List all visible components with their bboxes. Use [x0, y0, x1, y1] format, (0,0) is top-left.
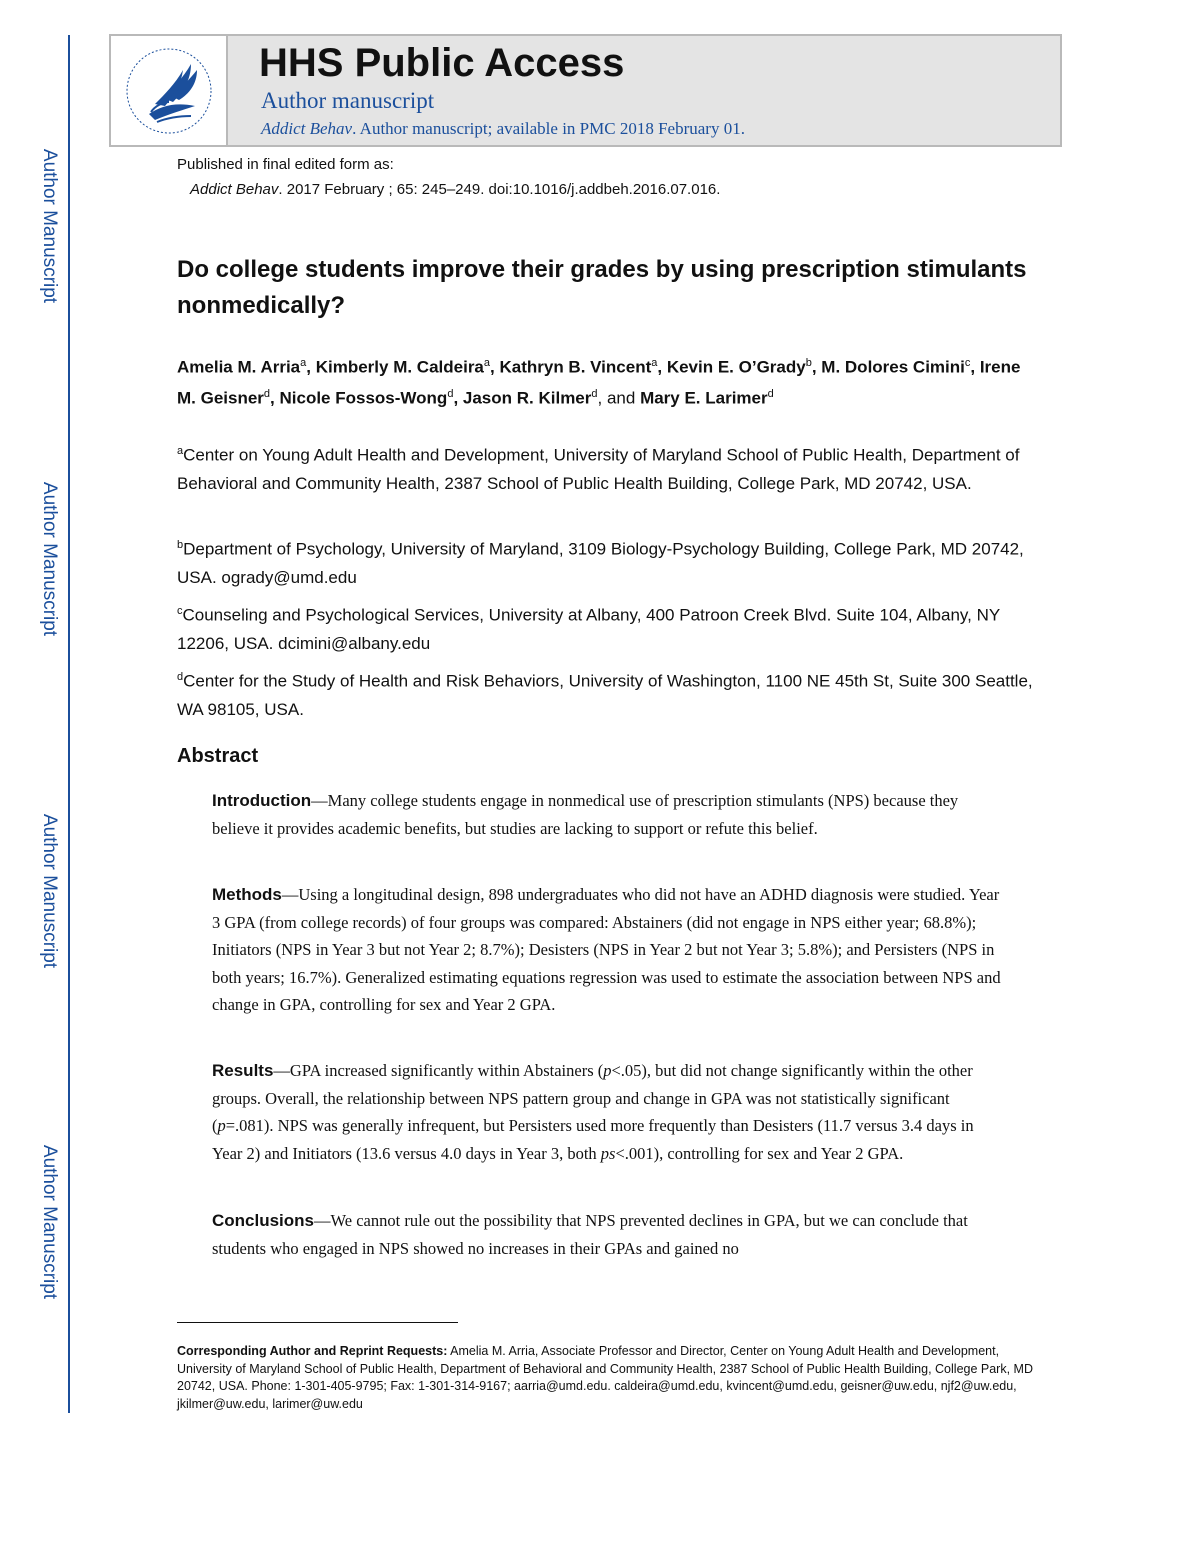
hhs-header: [109, 34, 1062, 147]
author-name: Kevin E. O’Grady: [666, 357, 806, 377]
published-label: Published in final edited form as:: [177, 156, 394, 173]
abstract-conclusions: [212, 1207, 1002, 1262]
author-separator: ,: [270, 388, 280, 408]
introduction-text: —Many college students engage in nonmedical use of prescription stimulants (NPS) because they believe it provides academic benefits, but studies are lacking to support or refute this belief.: [212, 791, 959, 838]
corresponding-author-footnote: [177, 1343, 1037, 1413]
affiliation-text: Counseling and Psychological Services, University at Albany, 400 Patroon Creek Blvd. Suite 104, Albany, NY 12206, USA. dcimini@albany.edu: [177, 605, 1000, 653]
abstract-heading: Abstract: [177, 745, 259, 767]
footnote-divider: [177, 1322, 458, 1323]
author-affiliation-mark: a: [300, 357, 307, 369]
author-manuscript-subtitle: Author manuscript: [261, 88, 435, 113]
results-text: =.081). NPS was generally infrequent, but Persisters used more frequently than Desisters (11.7 versus 3.4 days in Year 2) and Initiators (13.6 versus 4.0 days in Year 3, both: [212, 1116, 974, 1163]
abstract-results: [212, 1057, 1002, 1167]
corresponding-author-text: Amelia M. Arria, Associate Professor and Director, Center on Young Adult Health and Development, University of Maryland School of Public Health, Department of Behavioral and Community Health, 2387 School of Public Health Building, College Park, MD 20742, USA. Phone: 1-301-405-9795; Fax: 1-301-314-9167; aarria@umd.edu. caldeira@umd.edu, kvincent@umd.edu, geisner@uw.edu, njf2@uw.edu, jkilmer@uw.edu, larimer@uw.edu: [177, 1344, 1033, 1411]
journal-abbrev: Addict Behav: [261, 119, 353, 138]
affiliation-b: [177, 531, 1037, 592]
author-affiliation-mark: a: [483, 357, 491, 369]
results-text: <.001), controlling for sex and Year 2 GPA.: [615, 1143, 904, 1163]
p-value-symbol: p: [217, 1116, 226, 1135]
results-text: <.05), but did not change significantly within the other groups. Overall, the relationship between NPS pattern group and change in GPA was not statistically significant (: [212, 1061, 973, 1135]
side-label-3: Author Manuscript: [39, 813, 60, 969]
published-citation-text: . 2017 February ; 65: 245–249. doi:10.1016/j.addbeh.2016.07.016.: [278, 181, 721, 198]
author-affiliation-mark: d: [447, 387, 454, 400]
published-journal: Addict Behav: [190, 181, 279, 198]
affiliation-d: [177, 663, 1037, 724]
hhs-logo: [111, 36, 228, 145]
side-label-4: Author Manuscript: [39, 1144, 60, 1300]
abstract-methods: [212, 881, 1002, 1019]
affiliation-text: Department of Psychology, University of Maryland, 3109 Biology-Psychology Building, College Park, MD 20742, USA. ogrady@umd.edu: [177, 539, 1024, 587]
corresponding-author-label: Corresponding Author and Reprint Requests:: [177, 1344, 448, 1358]
results-label: Results: [212, 1061, 274, 1080]
availability-line: [261, 119, 745, 139]
author-name: Irene M. Geisner: [177, 357, 1021, 408]
author-name: Amelia M. Arria: [177, 357, 301, 377]
affiliation-text: Center on Young Adult Health and Development, University of Maryland School of Public Health, Department of Behavioral and Community Health, 2387 School of Public Health Building, College Park, MD 20742, USA.: [177, 445, 1020, 493]
side-label-2: Author Manuscript: [39, 481, 60, 637]
conclusions-label: Conclusions: [212, 1211, 315, 1230]
affiliation-a: [177, 437, 1037, 498]
author-separator: ,: [811, 357, 822, 377]
hhs-public-access-title: HHS Public Access: [259, 41, 625, 85]
methods-text: —Using a longitudinal design, 898 undergraduates who did not have an ADHD diagnosis were studied. Year 3 GPA (from college records) of four groups was compared: Abstainers (did not engage in NPS either year; 68.8%); Initiators (NPS in Year 3 but not Year 2; 8.7%); Desisters (NPS in Year 2 but not Year 3; 5.8%); and Persisters (NPS in both years; 16.7%). Generalized estimating equations regression was used to estimate the association between NPS and change in GPA, controlling for sex and Year 2 GPA.: [212, 885, 1001, 1014]
author-affiliation-mark: a: [651, 357, 658, 369]
p-value-symbol: ps: [600, 1143, 616, 1163]
author-affiliation-mark: b: [805, 357, 812, 369]
author-affiliation-mark: d: [263, 387, 271, 400]
p-value-symbol: p: [603, 1061, 612, 1080]
published-citation: [190, 181, 720, 198]
author-name: Mary E. Larimer: [640, 388, 768, 408]
author-separator: ,: [970, 357, 980, 377]
author-separator: ,: [453, 388, 463, 408]
availability-text: . Author manuscript; available in PMC 2018 February 01.: [352, 119, 745, 138]
affiliation-c: [177, 597, 1037, 658]
author-name: Kimberly M. Caldeira: [315, 357, 484, 377]
hhs-eagle-logo-icon: [111, 36, 226, 145]
methods-label: Methods: [212, 885, 282, 904]
author-affiliation-mark: d: [767, 387, 774, 400]
affiliation-mark: b: [177, 539, 184, 551]
affiliation-mark: c: [177, 605, 183, 617]
affiliation-mark: a: [177, 445, 184, 457]
abstract-introduction: [212, 787, 1002, 842]
introduction-label: Introduction: [212, 791, 312, 810]
side-label-1: Author Manuscript: [39, 148, 60, 304]
author-separator: , and: [597, 388, 641, 408]
results-text: —GPA increased significantly within Abstainers (: [273, 1061, 604, 1080]
author-name: Kathryn B. Vincent: [499, 357, 652, 377]
author-name: Nicole Fossos-Wong: [279, 388, 448, 408]
left-rail-line: [68, 35, 70, 1413]
author-separator: ,: [657, 357, 667, 377]
affiliation-mark: d: [177, 671, 184, 683]
author-affiliation-mark: d: [591, 387, 598, 400]
conclusions-text: —We cannot rule out the possibility that NPS prevented declines in GPA, but we can conclude that students who engaged in NPS showed no increases in their GPAs and gained no: [212, 1211, 968, 1258]
author-name: M. Dolores Cimini: [821, 357, 965, 377]
author-list: [177, 350, 1037, 411]
author-separator: ,: [490, 357, 500, 377]
author-name: Jason R. Kilmer: [462, 388, 592, 408]
author-separator: ,: [306, 357, 316, 377]
paper-title: Do college students improve their grades by using prescription stimulants nonmedically?: [177, 256, 1027, 319]
author-affiliation-mark: c: [964, 357, 971, 369]
affiliation-text: Center for the Study of Health and Risk Behaviors, University of Washington, 1100 NE 45th St, Suite 300 Seattle, WA 98105, USA.: [177, 671, 1033, 719]
